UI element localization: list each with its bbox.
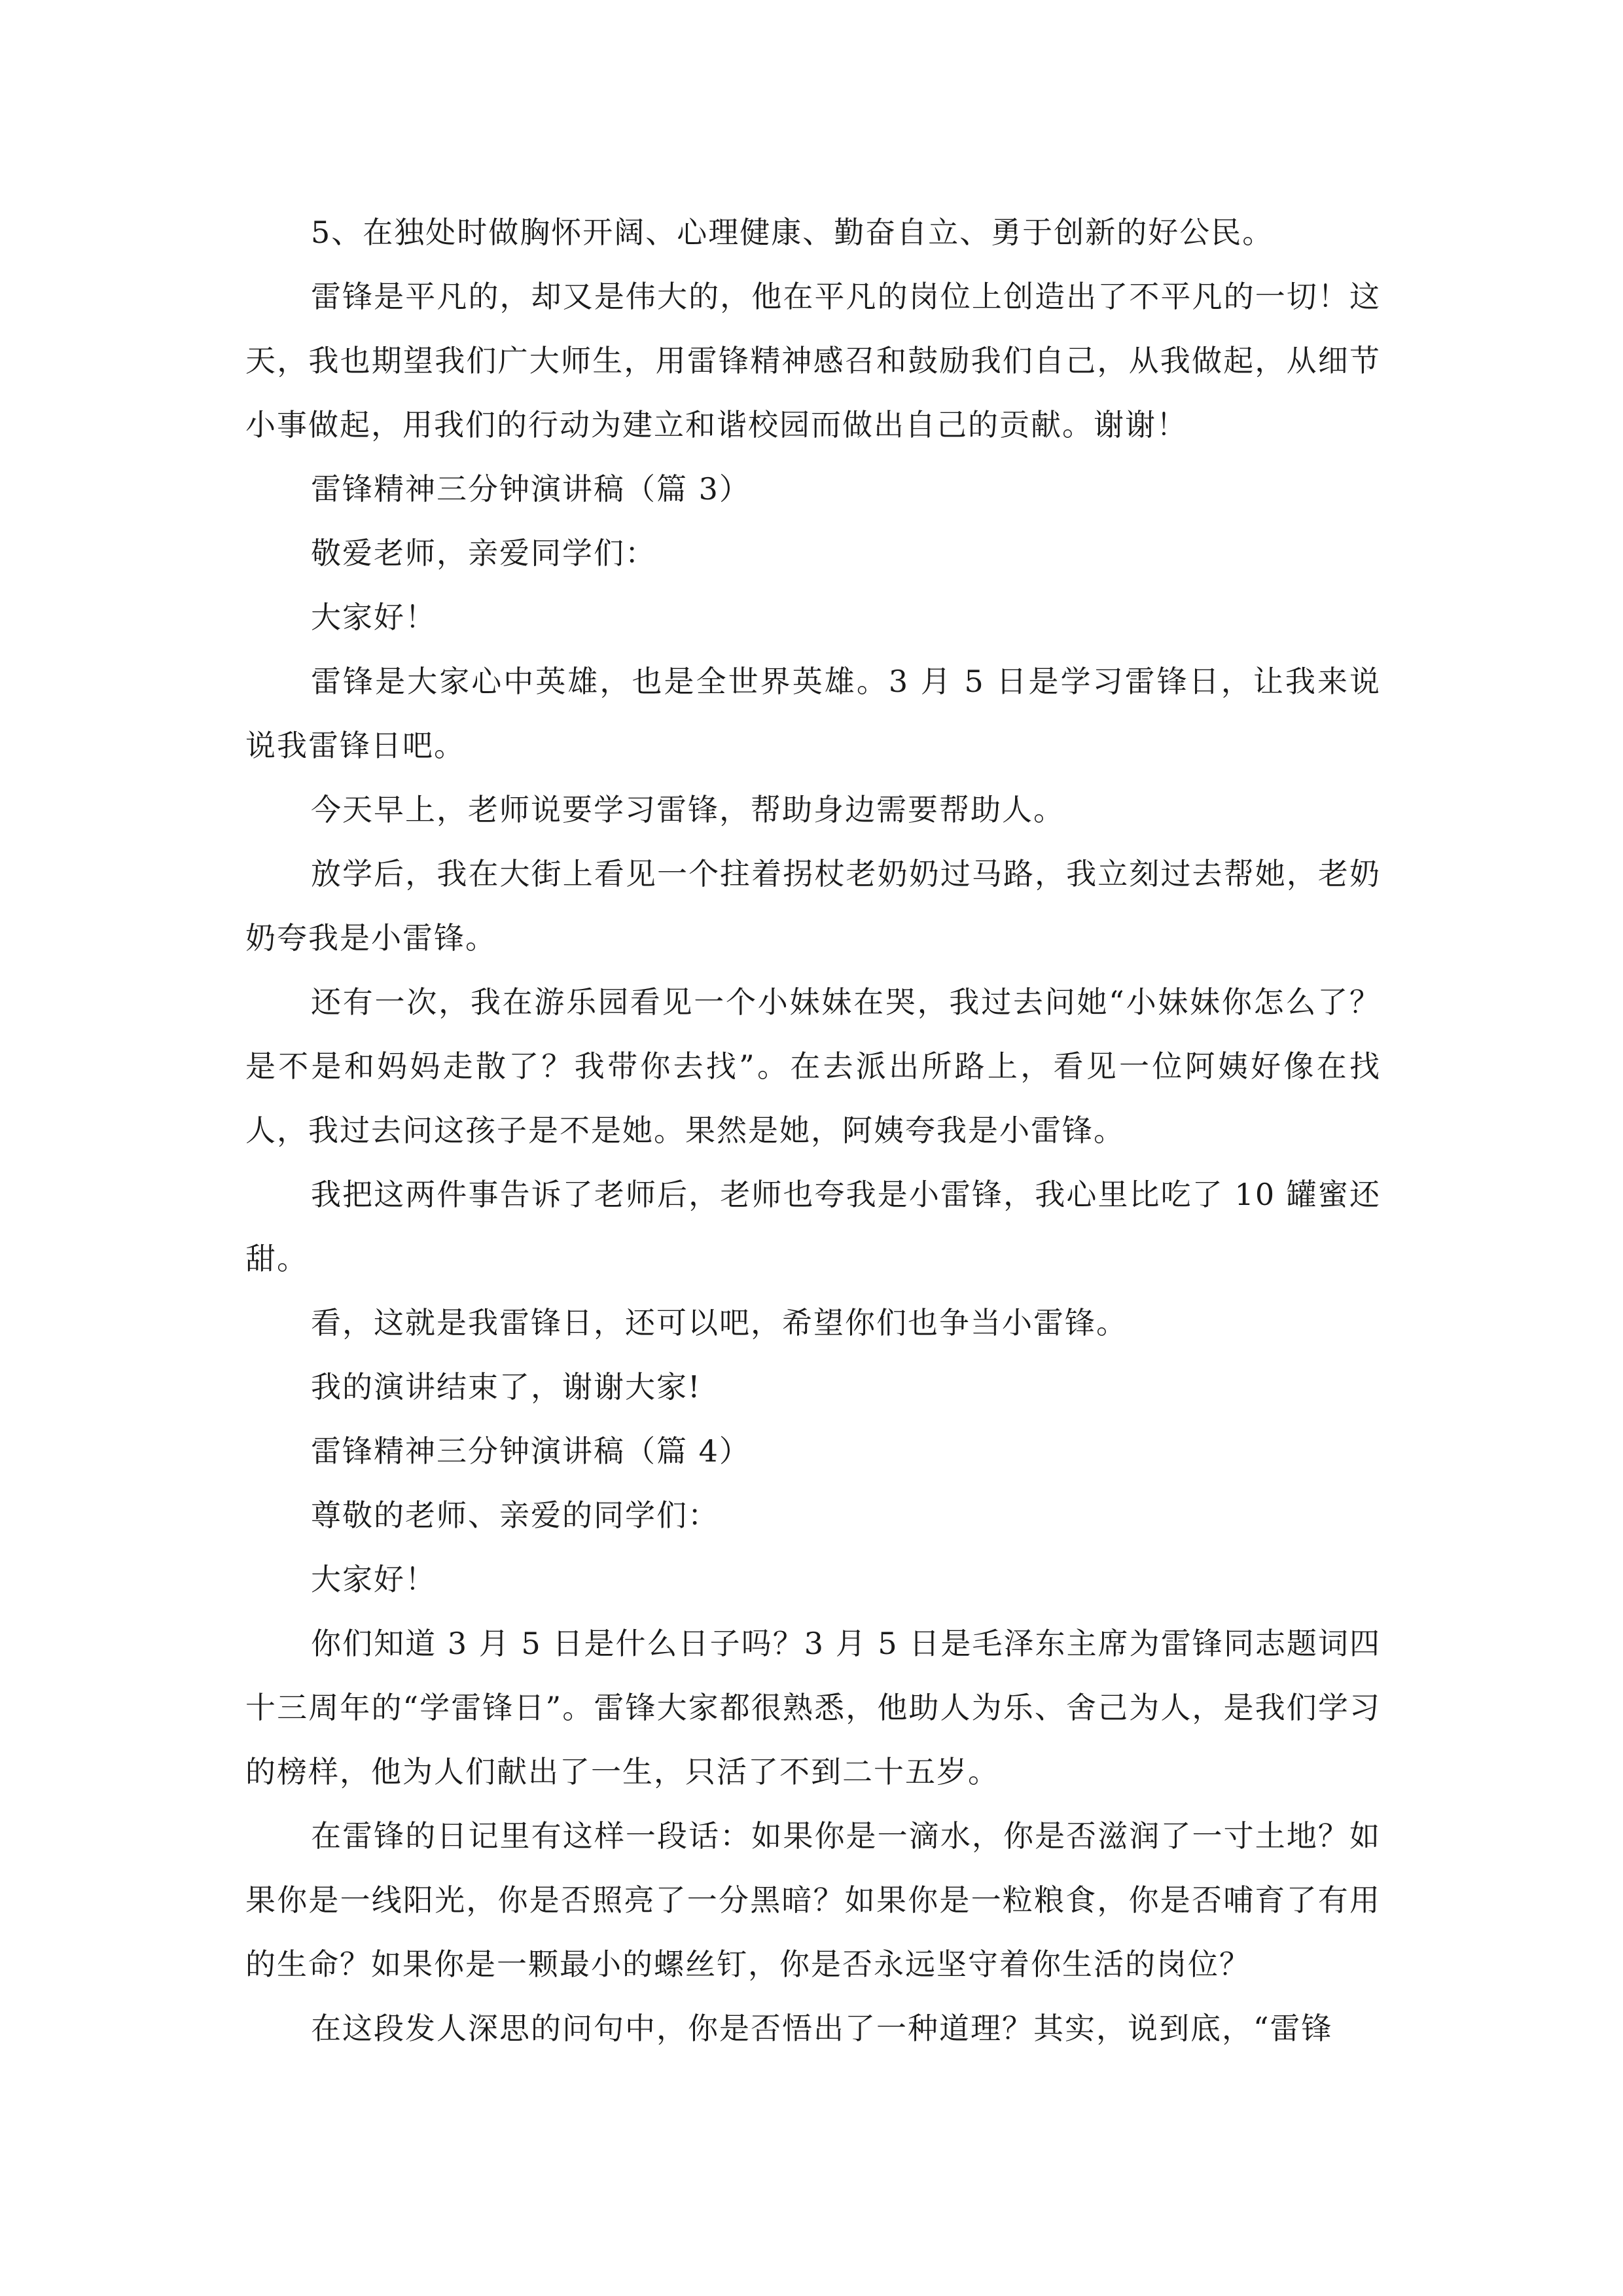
paragraph: 雷锋是大家心中英雄，也是全世界英雄。3 月 5 日是学习雷锋日，让我来说说我雷锋日吧。: [245, 664, 1381, 763]
paragraph: 今天早上，老师说要学习雷锋，帮助身边需要帮助人。: [311, 792, 1065, 827]
paragraph-item-5: 5、在独处时做胸怀开阔、心理健康、勤奋自立、勇于创新的好公民。: [311, 215, 1274, 250]
paragraph: 还有一次，我在游乐园看见一个小妹妹在哭，我过去问她“小妹妹你怎么了？是不是和妈妈走散了？我带你去找”。在去派出所路上，看见一位阿姨好像在找人，我过去问这孩子是不是她。果然是她，阿姨夸我是小雷锋。: [245, 984, 1381, 1148]
paragraph: 在这段发人深思的问句中，你是否悟出了一种道理？其实，说到底，“雷锋: [311, 2011, 1333, 2046]
greeting: 大家好！: [311, 1562, 437, 1597]
greeting: 大家好！: [311, 600, 437, 635]
paragraph: 放学后，我在大街上看见一个拄着拐杖老奶奶过马路，我立刻过去帮她，老奶奶夸我是小雷锋。: [245, 856, 1381, 956]
section-title-4: 雷锋精神三分钟演讲稿（篇 4）: [311, 1433, 751, 1469]
paragraph-conclusion: 雷锋是平凡的，却又是伟大的，他在平凡的岗位上创造出了不平凡的一切！这天，我也期望我们广大师生，用雷锋精神感召和鼓励我们自己，从我做起，从细节小事做起，用我们的行动为建立和谐校园而做出自己的贡献。谢谢！: [245, 279, 1381, 442]
paragraph: 看，这就是我雷锋日，还可以吧，希望你们也争当小雷锋。: [311, 1305, 1128, 1340]
salutation: 敬爱老师，亲爱同学们：: [311, 535, 656, 571]
body-text: [245, 200, 1381, 2060]
paragraph: 我把这两件事告诉了老师后，老师也夸我是小雷锋，我心里比吃了 10 罐蜜还甜。: [245, 1177, 1381, 1276]
section-title-3: 雷锋精神三分钟演讲稿（篇 3）: [311, 471, 751, 507]
paragraph: 在雷锋的日记里有这样一段话：如果你是一滴水，你是否滋润了一寸土地？如果你是一线阳光，你是否照亮了一分黑暗？如果你是一粒粮食，你是否哺育了有用的生命？如果你是一颗最小的螺丝钉，你是否永远坚守着你生活的岗位？: [245, 1818, 1381, 1982]
closing-line: 我的演讲结束了，谢谢大家!: [311, 1369, 702, 1405]
salutation: 尊敬的老师、亲爱的同学们：: [311, 1498, 719, 1533]
paragraph: 你们知道 3 月 5 日是什么日子吗？3 月 5 日是毛泽东主席为雷锋同志题词四十三周年的“学雷锋日”。雷锋大家都很熟悉，他助人为乐、舍己为人，是我们学习的榜样，他为人们献出了一生，只活了不到二十五岁。: [245, 1626, 1381, 1789]
